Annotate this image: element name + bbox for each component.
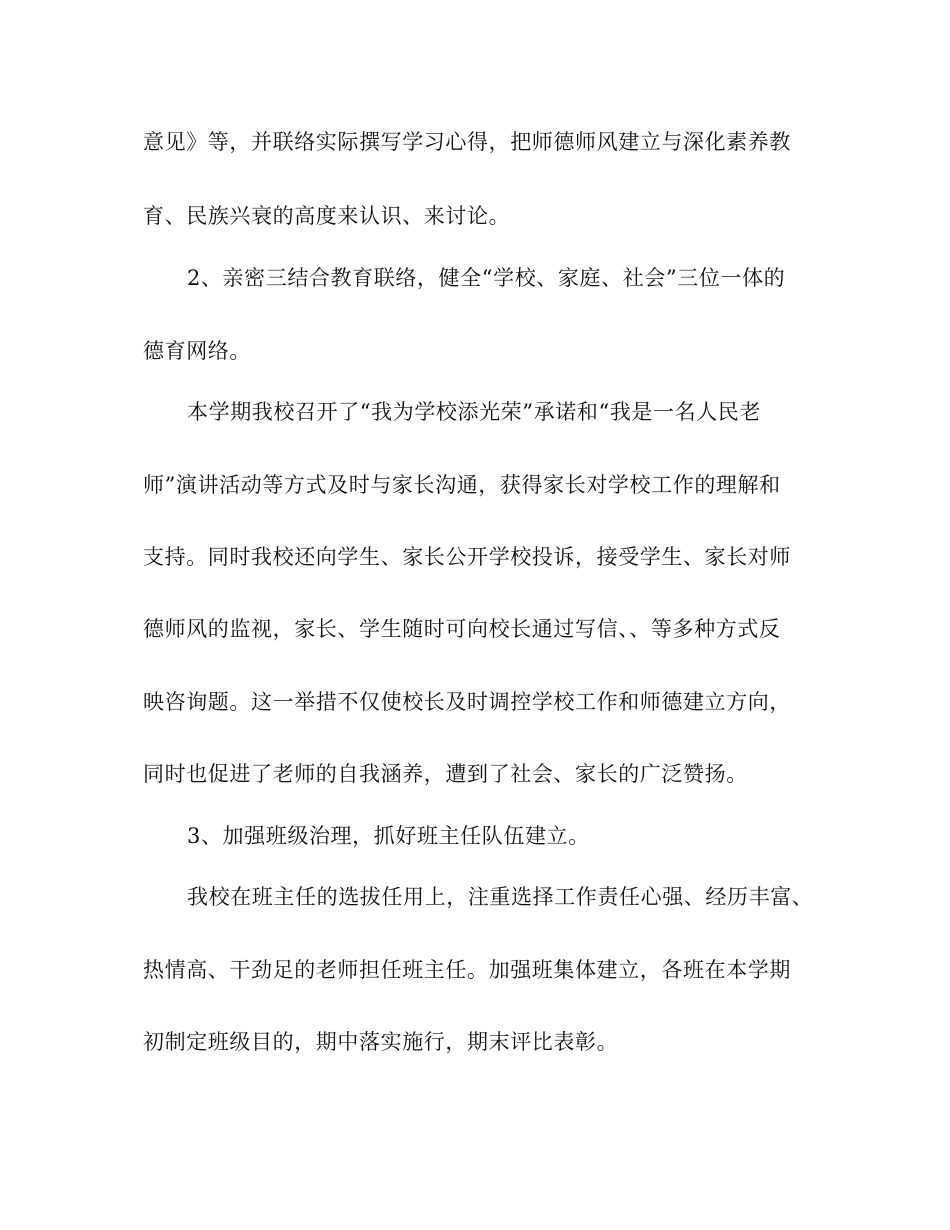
text-line: 支持。同时我校还向学生、家长公开学校投诉，接受学生、家长对师 xyxy=(143,545,791,569)
text-line: 德师风的监视，家长、学生随时可向校长通过写信、、等多种方式反 xyxy=(143,617,781,641)
text-line: 我校在班主任的选拔任用上，注重选择工作责任心强、经历丰富、 xyxy=(187,885,814,909)
text-line: 育、民族兴衰的高度来认识、来讨论。 xyxy=(143,204,511,228)
section-heading: 2、亲密三结合教育联络，健全“学校、家庭、社会”三位一体的 xyxy=(187,266,786,290)
text-line: 本学期我校召开了“我为学校添光荣”承诺和“我是一名人民老 xyxy=(187,400,762,424)
text-line: 映咨询题。这一举措不仅使校长及时调控学校工作和师德建立方向， xyxy=(143,690,791,714)
text-line: 热情高、干劲足的老师担任班主任。加强班集体建立，各班在本学期 xyxy=(143,958,791,982)
text-line: 师”演讲活动等方式及时与家长沟通，获得家长对学校工作的理解和 xyxy=(143,473,781,497)
text-line: 初制定班级目的，期中落实施行，期末评比表彰。 xyxy=(143,1030,619,1054)
text-line: 同时也促进了老师的自我涵养，遭到了社会、家长的广泛赞扬。 xyxy=(143,762,748,786)
text-line: 德育网络。 xyxy=(143,339,251,363)
section-heading: 3、加强班级治理，抓好班主任队伍建立。 xyxy=(187,824,590,848)
text-line: 意见》等，并联络实际撰写学习心得，把师德师风建立与深化素养教 xyxy=(143,130,791,154)
